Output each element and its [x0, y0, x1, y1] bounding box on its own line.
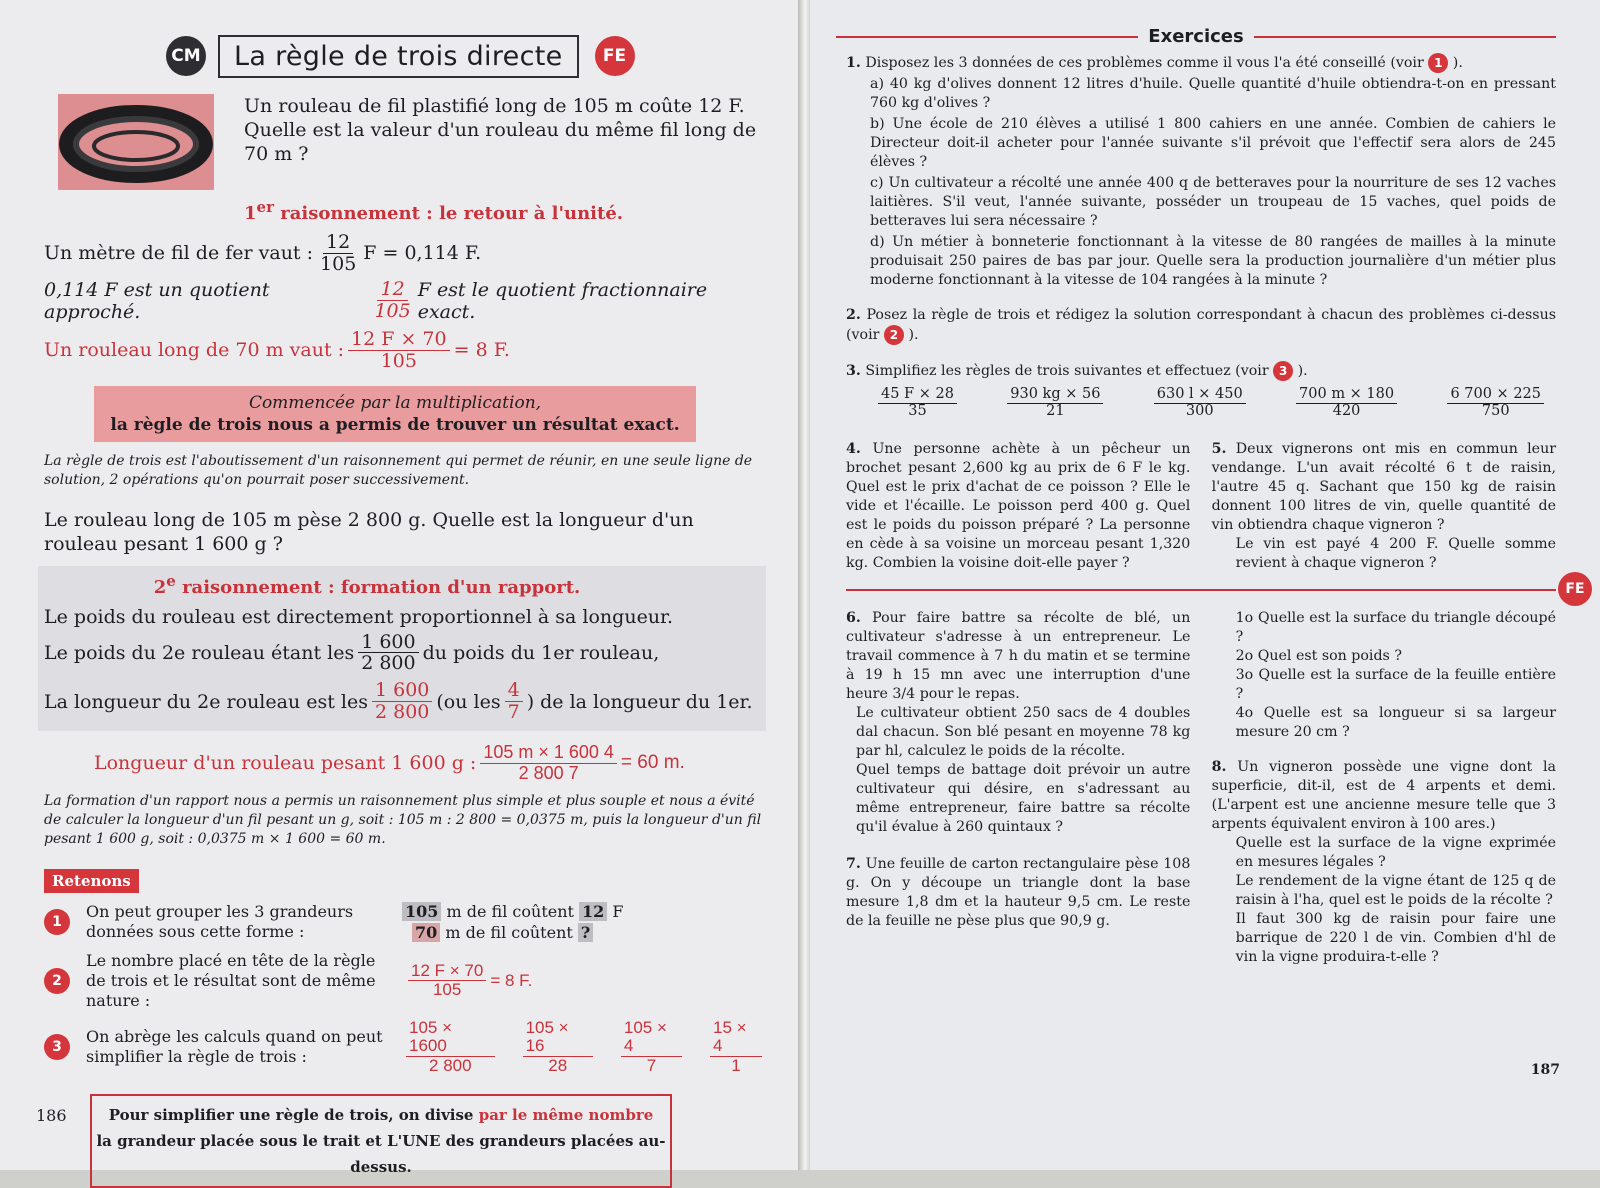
exercise-7-text: Une feuille de carton rectangulaire pèse 108 g. On y découpe un triangle dont la base mesure 1,8 dm et la hauteur 9,5 cm. Le reste de la feuille ne pèse plus que 90,9 g.: [846, 855, 1191, 929]
weight-ratio-line: [44, 632, 760, 675]
frac-num: 105 m × 1 600 4: [480, 743, 617, 764]
note-2: La formation d'un rapport nous a permis un raisonnement plus simple et plus souple et nous a évité de calculer la longueur d'un fil pesant un g, soit : 105 m : 2 800 = 0,0375 m, puis la longueur d'un fil pesant 1 600 g, soit : 0,0375 m × 1 600 = 60 m.: [44, 792, 762, 847]
frac-den: 35: [908, 402, 927, 419]
exercise-1: [846, 53, 1556, 290]
ref-badge-3: 3: [1273, 361, 1293, 381]
lesson-header: [166, 28, 766, 84]
weight-ratio-label: Le poids du 2e rouleau étant les: [44, 641, 355, 664]
retenons-text-2: Le nombre placé en tête de la règle de trois et le résultat sont de même nature :: [86, 950, 376, 1010]
header-rule-left: [836, 36, 1138, 38]
frac-den: 1: [731, 1056, 741, 1076]
ex3-fraction-3: [1154, 387, 1246, 420]
left-page: [0, 0, 800, 1176]
formula-3-step-4: [710, 1019, 762, 1076]
frac-den: 105: [380, 349, 417, 372]
frac-num: 630 l × 450: [1154, 387, 1246, 404]
qty-70: 70: [412, 923, 440, 942]
rule-box: [90, 1094, 672, 1188]
result-2-fraction: [480, 743, 617, 784]
row-2-label: m de fil coûtent: [440, 922, 578, 942]
unit-price-result: F = 0,114 F.: [363, 242, 482, 265]
exercise-2-text: Posez la règle de trois et rédigez la solution correspondant à chacun des problèmes ci-dessus (voir: [846, 307, 1556, 343]
layout-row-1: [402, 901, 624, 922]
ref-badge-2: 2: [884, 325, 904, 345]
row-1-label: m de fil coûtent: [441, 901, 580, 921]
length-ratio-suffix: ) de la longueur du 1er.: [526, 690, 753, 713]
frac-den: 7: [646, 1056, 657, 1076]
exercise-number: 6.: [846, 609, 861, 626]
result-line-1: [44, 329, 766, 372]
exercise-8-part-b: Quelle est la surface de la vigne exprimée en mesures légales ?: [1235, 834, 1556, 870]
reasoning-1-ordinal: 1: [244, 203, 257, 224]
exercise-1-prompt: [846, 53, 1556, 73]
frac-num: 12 F × 70: [348, 329, 450, 351]
weight-ratio-suffix: du poids du 1er rouleau,: [422, 641, 660, 664]
frac-num: 930 kg × 56: [1007, 387, 1103, 404]
exercise-2: [846, 306, 1556, 345]
exercise-5-part-b: Le vin est payé 4 200 F. Quelle somme revient à chaque vigneron ?: [1235, 535, 1556, 571]
lesson-title: La règle de trois directe: [218, 35, 579, 78]
conclusion-band: [94, 386, 696, 442]
qty-105: 105: [402, 902, 441, 921]
retenons-text-1: On peut grouper les 3 grandeurs données sous cette forme :: [86, 901, 354, 941]
ex3-fraction-2: [1007, 387, 1103, 420]
formula-3-step-1: [406, 1019, 495, 1076]
frac-num: 4: [505, 680, 523, 702]
exercise-5-text: Deux vignerons ont mis en commun leur vendange. L'un avait récolté 6 t de raisin, l'autre 45 q. Sachant que 150 kg de raisin donnent 100 litres de vin, quelle quantité de vin obtiendra chaque vigneron ?: [1211, 440, 1556, 533]
length-ratio-mid: (ou les: [436, 690, 501, 713]
exercise-7-question-4: 4o Quelle est sa longueur si sa largeur mesure 20 cm ?: [1235, 704, 1556, 740]
exercise-6-part-a: [846, 609, 1190, 704]
exercise-number: 5.: [1211, 440, 1227, 457]
frac-num: 6 700 × 225: [1447, 387, 1544, 404]
result-1-fraction: [348, 329, 450, 372]
frac-num: 12 F × 70: [408, 962, 486, 982]
exercise-number: 1.: [846, 55, 861, 71]
frac-num: 105 × 16: [523, 1019, 593, 1057]
exercises-6-8: [846, 609, 1556, 967]
exercise-1c: c) Un cultivateur a récolté une année 400 q de betteraves pour la nourriture de ses 12 vaches laitières. S'il veut, l'année suivante, posséder un troupeau de 15 vaches, quel poids de betteraves lui sera nécessaire ?: [870, 175, 1556, 229]
ex3-fraction-5: [1447, 387, 1544, 420]
exercise-5: [1212, 440, 1556, 573]
page-number-right: 187: [1530, 1062, 1560, 1078]
frac-den: 105: [374, 300, 411, 323]
frac-num: 105 × 4: [621, 1019, 682, 1057]
exercise-7-question-3: 3o Quelle est la surface de la feuille entière ?: [1235, 666, 1556, 702]
rule-part-b: par le même nombre: [478, 1105, 654, 1124]
retenons-item-2: [44, 951, 766, 1011]
quotient-note-suffix: F est le quotient fractionnaire exact.: [417, 278, 708, 323]
result-2-label: Longueur d'un rouleau pesant 1 600 g :: [94, 752, 477, 775]
retenons-badge-1: 1: [44, 909, 70, 935]
frac-den: 21: [1046, 402, 1065, 419]
exercise-3: [846, 361, 1556, 381]
frac-num: 105 × 1600: [406, 1019, 495, 1057]
frac-den: 105: [432, 980, 462, 1000]
retenons-label: Retenons: [44, 869, 139, 893]
wire-coil-image: [58, 94, 214, 190]
formula-3-step-2: [523, 1019, 593, 1076]
fe-badge: FE: [595, 36, 635, 76]
row-1-unit: F: [607, 901, 624, 921]
exercise-1-end: ).: [1452, 55, 1463, 71]
unit-price-label: Un mètre de fil de fer vaut :: [44, 242, 314, 265]
problem-1-text: Un rouleau de fil plastifié long de 105 m coûte 12 F. Quelle est la valeur d'un rouleau du même fil long de 70 m ?: [244, 95, 757, 165]
frac-num: 15 × 4: [710, 1019, 762, 1057]
exercise-3-text: Simplifiez les règles de trois suivantes et effectuez (voir: [865, 363, 1269, 379]
price-12: 12: [579, 902, 607, 921]
retenons-formulas-3: [402, 1019, 766, 1076]
reasoning-2-sup: e: [166, 571, 176, 590]
simplified-ratio-fraction: [505, 680, 523, 723]
length-ratio-fraction: [372, 680, 432, 723]
exercise-7: [846, 855, 1190, 931]
formula-3-step-3: [621, 1019, 682, 1076]
exercise-8-text: Un vigneron possède une vigne dont la superficie, dit-il, est de 4 arpents et demi. (L'arpent est une ancienne mesure telle que 3 arpents équivalent environ à 100 ares.): [1211, 758, 1556, 832]
retenons-formula-2: [404, 962, 532, 1000]
formula-2-result: = 8 F.: [490, 970, 533, 990]
exercise-4: [846, 440, 1190, 573]
quotient-fraction: [371, 279, 413, 322]
exercises-4-5: [846, 440, 1556, 573]
exercise-8-part-d: Il faut 300 kg de raisin pour faire une barrique de 220 l de vin. Combien d'hl de vin la vigne produira-t-elle ?: [1235, 910, 1556, 965]
frac-den: 28: [548, 1056, 568, 1076]
frac-den: 7: [507, 701, 520, 724]
reasoning-2-label: raisonnement : formation d'un rapport.: [175, 576, 581, 598]
frac-num: 1 600: [372, 680, 432, 702]
frac-den: 420: [1332, 402, 1361, 419]
retenons-badge-3: 3: [44, 1034, 70, 1060]
unit-price-line: [44, 232, 766, 275]
length-ratio-label: La longueur du 2e rouleau est les: [44, 690, 368, 713]
layout-row-2: [412, 922, 624, 943]
proportion-statement: Le poids du rouleau est directement proportionnel à sa longueur.: [44, 605, 674, 628]
frac-den: 2 800: [429, 1056, 472, 1076]
wire-coil-icon: [58, 94, 214, 190]
reasoning-1-heading: [244, 198, 766, 224]
exercises-header: [836, 26, 1556, 47]
exercise-6-part-b: Le cultivateur obtient 250 sacs de 4 doubles dal chacun. Son blé pesant en moyenne 78 kg par hl, calculez le poids de la récolte.: [856, 704, 1191, 759]
frac-den: 300: [1185, 402, 1214, 419]
result-line-2: [94, 743, 766, 784]
exercise-4-text: Une personne achète à un pêcheur un brochet pesant 2,600 kg au prix de 6 F le kg. Quel est le prix d'achat de ce poisson ? Elle le vide et l'écaille. Le poisson perd 400 g. Quel est le poids du poisson préparé ? La personne en cède à sa voisine un morceau pesant 1,320 kg. Combien la voisine doit-elle payer ?: [846, 440, 1191, 571]
problem-2-text: Le rouleau long de 105 m pèse 2 800 g. Quelle est la longueur d'un rouleau pesant 1 600 g ?: [44, 508, 694, 555]
frac-den: 750: [1481, 402, 1510, 419]
frac-num: 45 F × 28: [878, 387, 957, 404]
result-2-value: = 60 m.: [620, 752, 685, 774]
reasoning-1-sup: er: [256, 198, 274, 216]
rule-part-a: Pour simplifier une règle de trois, on divise: [108, 1105, 479, 1124]
exercises-7q-8-column: [1212, 609, 1556, 967]
length-ratio-line: [44, 680, 760, 723]
retenons-badge-2: 2: [44, 968, 70, 994]
retenons-item-1: [44, 901, 766, 943]
exercise-7-question-2: 2o Quel est son poids ?: [1235, 647, 1402, 664]
result-1-label: Un rouleau long de 70 m vaut :: [44, 339, 345, 362]
exercise-1a: a) 40 kg d'olives donnent 12 litres d'huile. Quelle quantité d'huile obtiendra-t-on en pressant 760 kg d'olives ?: [870, 76, 1556, 111]
retenons-item-3: [44, 1019, 766, 1076]
exercise-8-part-c: Le rendement de la vigne étant de 125 q de raisin à l'ha, quel est le poids de la récolte ?: [1235, 872, 1556, 908]
exercise-number: 8.: [1211, 758, 1227, 775]
page-number-left: 186: [36, 1106, 67, 1125]
exercise-8-part-a: [1212, 758, 1556, 834]
retenons-text-3: On abrège les calculs quand on peut simplifier la règle de trois :: [86, 1027, 383, 1067]
reasoning-2-box: [38, 566, 766, 732]
weight-ratio-fraction: [358, 632, 418, 675]
frac-num: 700 m × 180: [1296, 387, 1397, 404]
ex3-fraction-4: [1296, 387, 1397, 420]
section-divider: [846, 580, 1585, 597]
exercise-1-text: Disposez les 3 données de ces problèmes comme il vous l'a été conseillé (voir: [865, 55, 1424, 71]
quotient-note-label: 0,114 F est un quotient approché.: [44, 278, 270, 323]
exercise-3-fractions: [874, 387, 1548, 420]
frac-den: 2 800: [361, 652, 416, 675]
cm-badge: CM: [166, 36, 206, 76]
conclusion-line-2: la règle de trois nous a permis de trouver un résultat exact.: [110, 414, 680, 435]
exercise-6-part-c: Quel temps de battage doit prévoir un autre cultivateur qui désire, en s'adressant au même entrepreneur, faire battre sa récolte qu'il évalue à 260 quintaux ?: [856, 761, 1191, 835]
ref-badge-1: 1: [1428, 53, 1448, 73]
exercise-number: 4.: [846, 440, 861, 457]
frac-den: 2 800: [374, 701, 430, 724]
exercise-6-text: Pour faire battre sa récolte de blé, un cultivateur s'adresse à un entrepreneur. Le travail commence à 7 h du matin et se termine à 19 h 15 mn avec une interruption d'une heure 3/4 pour le repas.: [846, 609, 1191, 702]
frac-num: 12: [377, 279, 407, 301]
formula-2-fraction: [408, 962, 486, 1000]
retenons-layout-1: [402, 901, 624, 943]
exercise-3-end: ).: [1297, 363, 1308, 379]
reasoning-1-label: raisonnement : le retour à l'unité.: [273, 203, 624, 224]
reasoning-2-ordinal: 2: [153, 576, 167, 598]
exercise-number: 3.: [846, 363, 861, 379]
note-1: La règle de trois est l'aboutissement d'un raisonnement qui permet de réunir, en une seule ligne de solution, 2 opérations qu'on pourrait poser successivement.: [44, 452, 753, 488]
unit-price-fraction: [317, 232, 359, 275]
exercise-number: 7.: [846, 855, 861, 872]
frac-den: 105: [320, 252, 357, 275]
exercise-2-end: ).: [908, 327, 919, 343]
result-1-value: = 8 F.: [453, 339, 510, 362]
frac-den: 2 800 7: [518, 762, 579, 783]
header-rule-right: [1254, 36, 1556, 38]
frac-num: 1 600: [358, 632, 418, 654]
intro-block: [44, 94, 766, 190]
exercise-7-question-1: 1o Quelle est la surface du triangle découpé ?: [1235, 609, 1556, 645]
exercise-number: 2.: [846, 307, 861, 323]
reasoning-2-heading: [44, 572, 690, 598]
right-page: [810, 0, 1600, 1170]
frac-num: 12: [323, 232, 353, 254]
ex3-fraction-1: [878, 387, 957, 420]
quotient-note-line: [44, 279, 766, 323]
exercises-6-7-column: [846, 609, 1190, 967]
exercise-5-part-a: [1212, 440, 1556, 535]
rule-line-2: la grandeur placée sous le trait et L'UNE des grandeurs placées au-dessus.: [96, 1131, 666, 1176]
unknown-mark: ?: [578, 923, 593, 942]
exercises-title: Exercices: [1148, 26, 1244, 47]
exercise-1b: b) Une école de 210 élèves a utilisé 1 800 cahiers en une année. Combien de cahiers le Directeur doit-il acheter pour l'année suivante s'il prévoit que l'effectif sera alors de 245 élèves ?: [870, 116, 1556, 170]
conclusion-line-1: Commencée par la multiplication,: [248, 392, 542, 413]
rule-line-1: [96, 1102, 666, 1128]
exercise-1d: d) Un métier à bonneterie fonctionnant à la vitesse de 80 rangées de mailles à la minute produisait 250 paires de bas par jour. Quelle sera la production journalière d'un métier plus moderne fonctionnant à la vitesse de 104 rangées à la minute ?: [870, 234, 1556, 288]
fe-end-badge: FE: [1558, 572, 1592, 606]
